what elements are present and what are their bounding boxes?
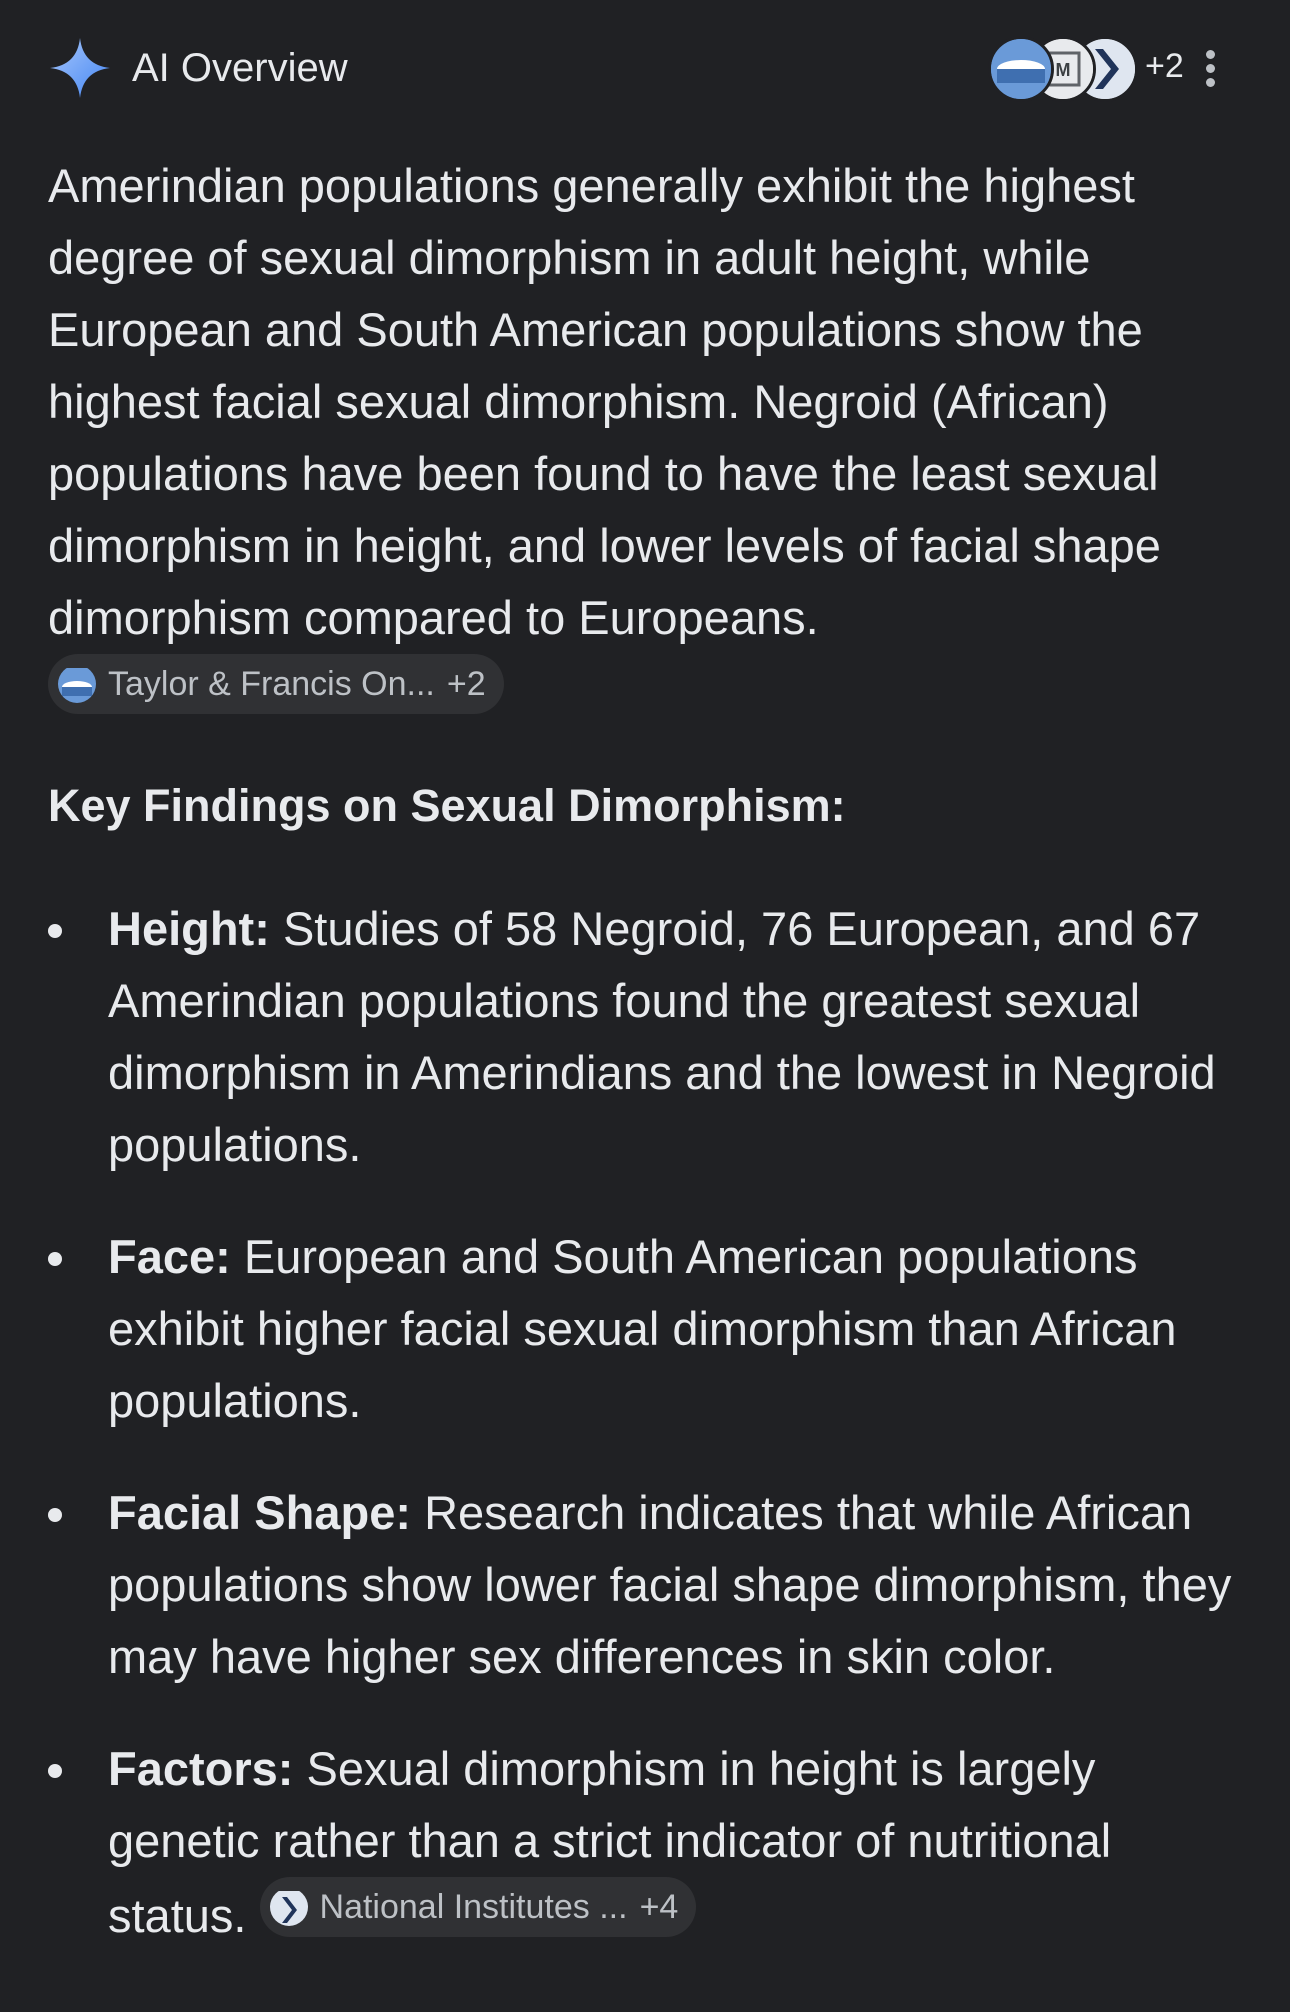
list-item bbox=[48, 893, 1258, 1181]
sparkle-icon bbox=[48, 36, 112, 100]
citation-chip-taylor-francis[interactable] bbox=[48, 654, 504, 714]
list-item bbox=[48, 1221, 1258, 1437]
finding-term: Height: bbox=[108, 902, 270, 955]
nih-favicon-icon bbox=[270, 1888, 308, 1926]
list-item bbox=[48, 1477, 1258, 1693]
bullet-icon bbox=[48, 1252, 62, 1266]
finding-term: Face: bbox=[108, 1230, 231, 1283]
sources-more-count: +2 bbox=[1145, 47, 1184, 85]
overview-summary-text: Amerindian populations generally exhibit the highest degree of sexual dimorphism in adult height, while European and South American populations show the highest facial sexual dimorphism. Negroid (African) populations have been found to have the least sexual dimorphism in height, and lower levels of facial shape dimorphism compared to Europeans. bbox=[48, 159, 1161, 644]
section-heading: Key Findings on Sexual Dimorphism: bbox=[48, 780, 846, 831]
citation-chip-count: +2 bbox=[446, 665, 486, 703]
finding-text: European and South American populations exhibit higher facial sexual dimorphism than African populations. bbox=[108, 1230, 1177, 1427]
bullet-icon bbox=[48, 924, 62, 938]
finding-term: Factors: bbox=[108, 1742, 294, 1795]
ai-overview-header bbox=[48, 28, 1248, 108]
key-findings-list bbox=[48, 893, 1258, 1992]
ai-overview-title: AI Overview bbox=[132, 46, 348, 90]
finding-term: Facial Shape: bbox=[108, 1486, 411, 1539]
overview-summary bbox=[48, 150, 1248, 729]
finding-text: Sexual dimorphism in height is largely genetic rather than a strict indicator of nutritional status. bbox=[108, 1742, 1112, 1942]
list-item bbox=[48, 1733, 1258, 1952]
source-favicon-taylor-francis bbox=[988, 36, 1054, 102]
bullet-icon bbox=[48, 1764, 62, 1778]
citation-chip-nih[interactable] bbox=[260, 1877, 697, 1937]
citation-chip-count: +4 bbox=[639, 1888, 679, 1926]
finding-text: Studies of 58 Negroid, 76 European, and 67 Amerindian populations found the greatest sexual dimorphism in Amerindians and the lowest in Negroid populations. bbox=[108, 902, 1216, 1171]
taylor-francis-favicon-icon bbox=[58, 665, 96, 703]
finding-text: Research indicates that while African populations show lower facial shape dimorphism, they may have higher sex differences in skin color. bbox=[108, 1486, 1232, 1683]
more-options-icon[interactable] bbox=[1196, 46, 1226, 92]
svg-text:M: M bbox=[1055, 60, 1071, 80]
citation-chip-label: National Institutes ... bbox=[319, 1888, 628, 1926]
citation-chip-label: Taylor & Francis On... bbox=[108, 665, 435, 703]
bullet-icon bbox=[48, 1508, 62, 1522]
